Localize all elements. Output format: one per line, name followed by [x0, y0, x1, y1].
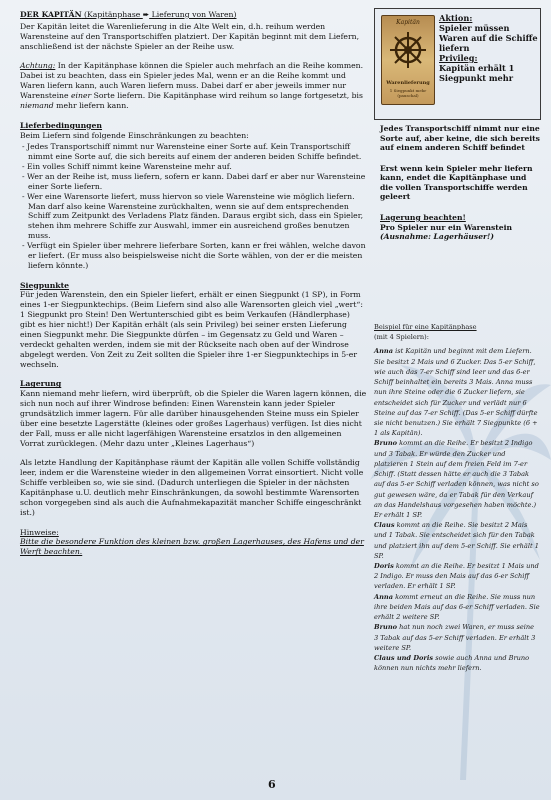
- list-item: - Wer eine Warensorte liefert, muss hiervon so viele Warensteine wie möglich liefern. Man darf also keine Warensteine zurückhalten, wenn sie auf dem entsprechenden Schiff zum Zeitpunkt des Verladens Platz fänden. Daraus ergibt sich, dass ein Spieler, stehen ihm mehrere Schiffe zur Auswahl, immer ein ausreichend großes benutzen muss.: [22, 191, 364, 241]
- achtung-label: Achtung:: [20, 61, 56, 71]
- sidebar-notes: [380, 124, 540, 253]
- card-text: [439, 13, 539, 83]
- example-text: kommt an die Reihe. Er besitzt 1 Mais und 2 Indigo. Er muss den Mais auf das 6-er Schiff verladen. Er erhält 1 SP.: [374, 562, 539, 591]
- title-subtitle: Lieferung von Waren): [149, 10, 237, 19]
- example-text: hat nun noch zwei Waren, er muss seine 3 Tabak auf das 5-er Schiff verladen. Er erhält 3 weitere SP.: [374, 623, 536, 652]
- note-transport: Jedes Transportschiff nimmt nur eine Sorte auf, aber keine, die sich bereits auf einem anderen Schiff befindet: [380, 124, 540, 153]
- final-paragraph: Als letzte Handlung der Kapitänphase räumt der Kapitän alle vollen Schiffe vollständig leer, indem er die Warensteine wieder in den allgemeinen Vorrat einsortiert. Nicht volle Schiffe verbleiben so, wie sie sind. (Dadurch unterliegen die Spieler in der nächsten Kapitänphase u.U. deutlich mehr Einschränkungen, da sowohl bestimmte Warensorten schon vorgegeben sind als auch die Aufnahmekapazität mancher Schiffe eingeschränkt ist.): [20, 458, 364, 517]
- arrow-icon: ➨: [142, 10, 150, 19]
- achtung-emph-niemand: niemand: [20, 100, 54, 110]
- player-name: Claus: [374, 521, 395, 530]
- title-phase: (Kapitänphase: [81, 10, 143, 19]
- example-paragraph: [374, 346, 540, 438]
- example-paragraph: [374, 438, 540, 520]
- example-paragraph: [374, 520, 540, 561]
- section-title: [20, 10, 367, 20]
- player-name: Claus und Doris: [374, 654, 434, 662]
- lagerung-paragraph: Kann niemand mehr liefern, wird überprüft, ob die Spieler die Waren lagern können, die sich nun noch auf ihrer Windrose befinden: Einen Warenstein kann jeder Spieler grundsätzlich immer lagern. Für alle darüber hinausgehenden Steine muss ein Spieler über eine besetzte Lagerstätte (kleines oder großes Lagerhaus) verfügen. Ist dies nicht der Fall, muss er alle nicht lagerfähigen Warensteine ersatzlos in den allgemeinen Vorrat zurücklegen. (Mehr dazu unter „Kleines Lagerhaus“): [20, 389, 367, 448]
- title-main: DER KAPITÄN: [20, 10, 82, 19]
- hinweis-title: Hinweise:: [20, 527, 59, 537]
- main-column: [20, 10, 367, 559]
- player-name: Bruno: [374, 623, 398, 632]
- example-paragraph: [374, 653, 540, 673]
- list-item: - Wer an der Reihe ist, muss liefern, sofern er kann. Dabei darf er aber nur Warensteine einer Sorte liefern.: [22, 172, 366, 191]
- card-image-subtitle: Warenlieferung: [386, 80, 430, 86]
- hinweis-note: [20, 528, 367, 558]
- captain-card-image: [381, 15, 435, 105]
- achtung-text-e: mehr liefern kann.: [53, 100, 129, 110]
- intro-paragraph: Der Kapitän leitet die Warenlieferung in die Alte Welt ein, d.h. reihum werden Warensteine auf den Transportschiffen platziert. Der Kapitän beginnt mit dem Liefern, anschließend ist der nächste Spieler an der Reihe usw.: [20, 21, 360, 51]
- example-paragraph: [374, 622, 540, 653]
- achtung-text-c: Sorte liefern. Die Kapitänphase wird reihum so lange fortgesetzt, bis: [91, 91, 363, 101]
- achtung-paragraph: [20, 61, 367, 110]
- privileg-label: Privileg:: [439, 53, 478, 63]
- player-name: Anna: [374, 347, 393, 356]
- siegpunkte-heading: Siegpunkte: [20, 280, 70, 290]
- example-text: sowie auch Anna und Bruno können nun nichts mehr liefern.: [374, 654, 530, 673]
- player-name: Anna: [374, 592, 393, 601]
- siegpunkte-paragraph: Für jeden Warenstein, den ein Spieler liefert, erhält er einen Siegpunkt (1 SP), in Form eines 1-er Siegpunktechips. (Beim Liefern sind also alle Warensorten gleich viel „wert“: 1 Siegpunkt pro Stein! Den Wertunterschied gibt es beim Verkaufen (Händlerphase) gibt es hier nicht!) Der Kapitän erhält (als sein Privileg) bei seiner ersten Lieferung einen Siegpunkt mehr. Die Siegpunkte dürfen – im Gegensatz zu Geld und Waren – verdeckt gehalten werden, indem sie mit der Rückseite nach oben auf der Windrose abgelegt werden. Von Zeit zu Zeit sollten die Spieler ihre 1-er Siegpunktechips in 5-er wechseln.: [20, 290, 363, 369]
- example-text: ist Kapitän und beginnt mit dem Liefern. Sie besitzt 2 Mais und 6 Zucker. Das 5-er Schiff, wie auch das 7-er Schiff sind leer und das 6-er Schiff beinhaltet ein bereits 3 Mais. Anna muss nun ihre Steine oder die 6 Zucker liefern, sie entscheidet sich für Zucker und verlädt nur 6 Steine auf das 7-er Schiff. (Das 5-er Schiff dürfte sie nicht benutzen.) Sie erhält 7 Siegpunkte (6 + 1 als Kapitän).: [374, 347, 538, 438]
- list-item: - Ein volles Schiff nimmt keine Warensteine mehr auf.: [22, 162, 232, 172]
- achtung-emph-einer: einer: [70, 91, 92, 101]
- note-lagerung: [380, 213, 540, 242]
- example-title: Beispiel für eine Kapitänphase: [374, 323, 477, 331]
- list-item: - Verfügt ein Spieler über mehrere lieferbare Sorten, kann er frei wählen, welche davon er liefert. (Er muss also beispielsweise nicht die Sorte wählen, von der er die meisten liefern könnte.): [22, 241, 366, 270]
- lieferbedingungen-heading: Lieferbedingungen: [20, 120, 103, 130]
- note-end-phase: Erst wenn kein Spieler mehr liefern kann, endet die Kapitänphase und die vollen Transportschiffe werden geleert: [380, 163, 533, 202]
- example-box: [374, 322, 540, 673]
- lieferbedingungen-intro: Beim Liefern sind folgende Einschränkungen zu beachten:: [20, 130, 249, 140]
- aktion-label: Aktion:: [439, 13, 473, 23]
- card-image-title: Kapitän: [396, 19, 420, 26]
- hinweis-text: Bitte die besondere Funktion des kleinen bzw. großen Lagerhauses, des Hafens und der Werft beachten.: [20, 537, 364, 557]
- player-name: Bruno: [374, 439, 398, 448]
- privileg-text: Kapitän erhält 1 Siegpunkt mehr: [439, 63, 515, 83]
- list-item: - Jedes Transportschiff nimmt nur Warensteine einer Sorte auf. Kein Transportschiff nimmt eine Sorte auf, die sich bereits auf einem der anderen beiden Schiffe befindet.: [22, 142, 362, 162]
- lagerung-note-label: Lagerung beachten!: [380, 212, 466, 222]
- example-text: kommt an die Reihe. Sie besitzt 2 Mais und 1 Tabak. Sie entscheidet sich für den Tabak und platziert ihn auf dem 5-er Schiff. Sie erhält 1 SP.: [374, 521, 539, 560]
- role-card-box: [374, 8, 541, 120]
- lagerung-heading: Lagerung: [20, 379, 62, 389]
- example-subtitle: (mit 4 Spielern):: [374, 333, 429, 342]
- example-paragraph: [374, 561, 540, 592]
- lagerung-note-exception: (Ausnahme: Lagerhäuser!): [380, 232, 494, 242]
- aktion-text: Spieler müssen Waren auf die Schiffe liefern: [439, 23, 538, 53]
- ship-wheel-icon: [388, 30, 428, 70]
- lieferbedingungen-list: [20, 142, 367, 270]
- lagerung-note-text: Pro Spieler nur ein Warenstein: [380, 222, 513, 232]
- example-text: kommt an die Reihe. Er besitzt 2 Indigo und 3 Tabak. Er würde den Zucker und platzieren 1 Stein auf dem freien Feld im 7-er Schiff. (Statt dessen hätte er auch die 3 Tabak auf das 5-er Schiff verladen können, was nicht so gut gewesen wäre, da er Tabak für den Verkauf an das Handelshaus vorgesehen haben möchte.) Er erhält 1 SP.: [374, 439, 539, 519]
- example-paragraph: [374, 592, 540, 623]
- card-image-caption: 1 Siegpunkt mehr (pauschal): [389, 88, 427, 98]
- example-text: kommt erneut an die Reihe. Sie muss nun ihre beiden Mais auf das 6-er Schiff verladen. Sie erhält 2 weitere SP.: [374, 592, 540, 622]
- achtung-text-a: In der Kapitänphase können die Spieler auch mehrfach an die Reihe kommen. Dabei ist zu beachten, dass ein Spieler jedes Mal, wenn er an die Reihe kommt und Waren liefern kann, auch Waren liefern muss. Dabei darf er aber jeweils immer nur Warensteine: [20, 61, 364, 101]
- page-number: 6: [268, 778, 276, 791]
- player-name: Doris: [374, 562, 394, 571]
